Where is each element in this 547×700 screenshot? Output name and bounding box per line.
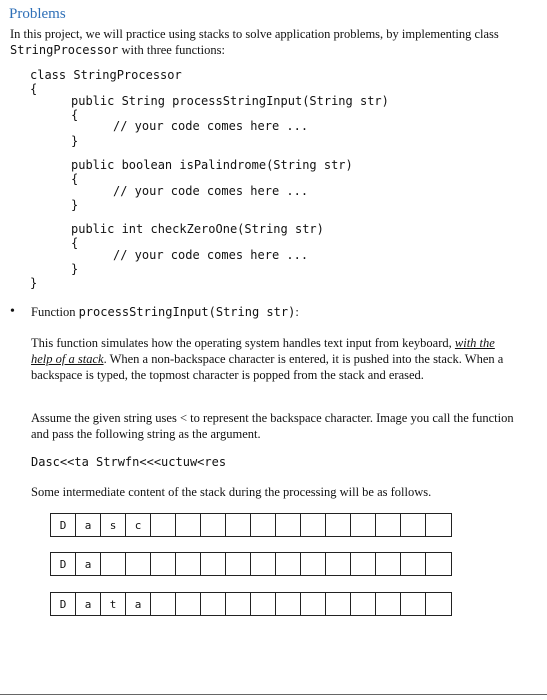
code-line: { — [71, 108, 79, 122]
stack-cell — [351, 514, 376, 536]
stack-cell — [251, 593, 276, 615]
stack-cell — [401, 514, 426, 536]
stack-cell — [151, 553, 176, 575]
example-string: Dasc<<ta Strwfn<<<uctuw<res — [31, 455, 227, 469]
stack-cell: c — [126, 514, 151, 536]
stack-cell — [176, 593, 201, 615]
stack-cell — [151, 514, 176, 536]
stack-cell — [376, 593, 401, 615]
section-title: Problems — [9, 6, 66, 22]
stack-cell — [201, 553, 226, 575]
para1-text-a: This function simulates how the operating system handles text input from keyboard, — [31, 336, 455, 350]
code-comment: // your code comes here ... — [113, 248, 309, 262]
bullet-prefix: Function — [31, 305, 79, 319]
code-line: class StringProcessor — [30, 68, 182, 82]
stack-row — [50, 552, 452, 576]
stack-cell — [301, 593, 326, 615]
stack-cell — [276, 593, 301, 615]
description-paragraph — [31, 335, 516, 383]
stack-cell — [401, 553, 426, 575]
intermediate-caption: Some intermediate content of the stack during the processing will be as follows. — [31, 485, 432, 499]
stack-cell — [126, 553, 151, 575]
stack-cell — [376, 553, 401, 575]
stack-cell — [101, 553, 126, 575]
code-line: { — [71, 172, 79, 186]
stack-cell — [226, 593, 251, 615]
stack-cell — [376, 514, 401, 536]
stack-cell — [326, 553, 351, 575]
bullet-suffix: : — [295, 305, 299, 319]
intro-text-after: with three functions: — [118, 43, 225, 57]
para1-underlined: with the help of a stack — [31, 336, 495, 366]
para1-text-b: . When a non-backspace character is entered, it is pushed into the stack. When a backspace is typed, the topmost character is popped from the stack and erased. — [31, 352, 504, 382]
stack-cell — [351, 553, 376, 575]
code-line: { — [71, 236, 79, 250]
stack-cell — [401, 593, 426, 615]
assumption-paragraph: Assume the given string uses < to represent the backspace character. Image you call the function and pass the following string as the argument. — [31, 411, 514, 441]
stack-cell — [226, 553, 251, 575]
stack-cell: t — [101, 593, 126, 615]
stack-cell — [276, 514, 301, 536]
stack-cell: D — [51, 553, 76, 575]
page-bottom-rule — [0, 694, 547, 695]
intro-class-name: StringProcessor — [10, 43, 119, 57]
stack-cell: a — [76, 514, 101, 536]
stack-cell: D — [51, 514, 76, 536]
code-line: } — [71, 198, 79, 212]
stack-cell: a — [126, 593, 151, 615]
intro-text-before: In this project, we will practice using stacks to solve application problems, by implementing class — [10, 27, 499, 41]
intro-paragraph — [10, 26, 530, 58]
code-comment: // your code comes here ... — [113, 184, 309, 198]
code-line: public String processStringInput(String str) — [71, 94, 389, 108]
stack-row — [50, 592, 452, 616]
stack-cell — [426, 553, 451, 575]
stack-cell: a — [76, 553, 101, 575]
code-line: } — [71, 134, 79, 148]
stack-cell — [326, 514, 351, 536]
stack-row — [50, 513, 452, 537]
code-line: } — [71, 262, 79, 276]
stack-cell — [251, 553, 276, 575]
stack-cell — [176, 514, 201, 536]
bullet-marker: • — [10, 304, 15, 319]
stack-cell — [301, 514, 326, 536]
stack-cell: D — [51, 593, 76, 615]
stack-cell: a — [76, 593, 101, 615]
code-line: public int checkZeroOne(String str) — [71, 222, 324, 236]
code-comment: // your code comes here ... — [113, 119, 309, 133]
stack-cell — [201, 514, 226, 536]
stack-cell — [201, 593, 226, 615]
stack-cell — [151, 593, 176, 615]
stack-cell: s — [101, 514, 126, 536]
code-line: { — [30, 82, 38, 96]
stack-cell — [301, 553, 326, 575]
stack-cell — [326, 593, 351, 615]
stack-cell — [426, 514, 451, 536]
stack-cell — [426, 593, 451, 615]
bullet-signature: processStringInput(String str) — [78, 305, 296, 319]
stack-cell — [351, 593, 376, 615]
code-line: public boolean isPalindrome(String str) — [71, 158, 353, 172]
stack-cell — [176, 553, 201, 575]
stack-cell — [226, 514, 251, 536]
stack-cell — [276, 553, 301, 575]
stack-cell — [251, 514, 276, 536]
code-line: } — [30, 276, 38, 290]
bullet-heading — [31, 305, 299, 320]
